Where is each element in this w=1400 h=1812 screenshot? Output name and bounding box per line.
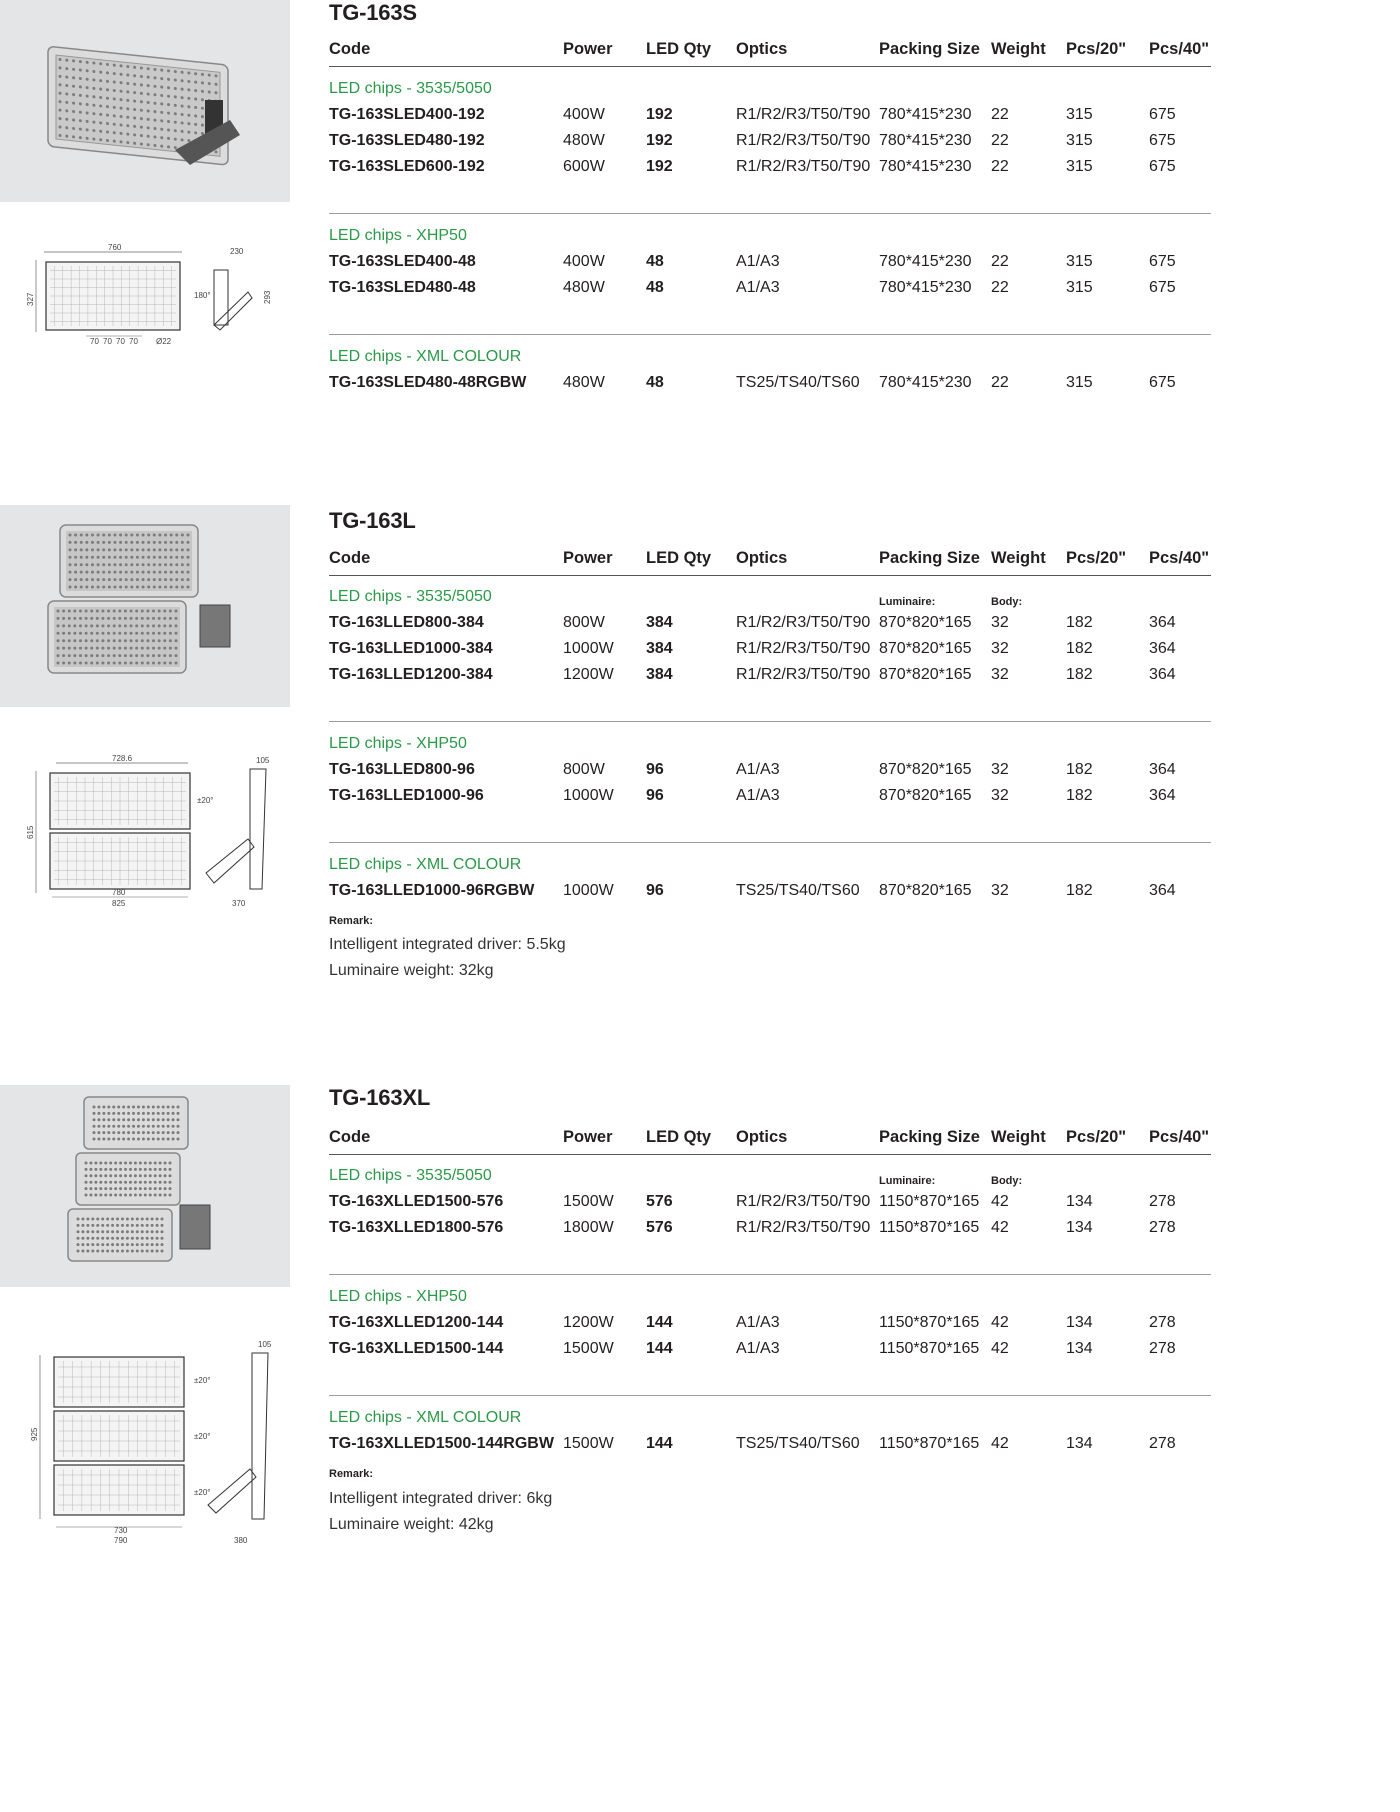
table-row [329,761,1211,787]
col-optics: Optics [736,40,788,58]
cell-power: 800W [563,614,605,631]
cell-weight: 32 [991,614,1009,631]
cell-weight: 22 [991,158,1009,175]
group [329,80,1211,192]
cell-code: TG-163LLED800-384 [329,614,484,631]
cell-power: 1500W [563,1193,614,1210]
col-power: Power [563,1128,613,1146]
cell-optics: TS25/TS40/TS60 [736,374,860,391]
cell-pcs20: 315 [1066,158,1093,175]
table-row [329,158,1211,184]
cell-weight: 42 [991,1435,1009,1452]
table-row [329,666,1211,692]
group [329,721,1211,822]
cell-pcs40: 364 [1149,882,1176,899]
cell-packing-size: 870*820*165 [879,761,972,778]
dim-height-s: 327 [26,292,35,306]
table-header [329,1128,1211,1155]
table-row [329,279,1211,305]
cell-pcs20: 134 [1066,1340,1093,1357]
cell-optics: TS25/TS40/TS60 [736,882,860,899]
cell-led-qty: 192 [646,106,673,123]
col-packing-size: Packing Size [879,549,980,567]
cell-pcs40: 675 [1149,106,1176,123]
cell-pcs20: 182 [1066,640,1093,657]
group [329,213,1211,314]
cell-weight: 22 [991,279,1009,296]
col-packing-size: Packing Size [879,1128,980,1146]
group [329,1167,1211,1253]
cell-optics: A1/A3 [736,787,780,804]
cell-pcs40: 278 [1149,1340,1176,1357]
remark-line: Intelligent integrated driver: 6kg [329,1490,553,1507]
group-label: LED chips - XHP50 [329,735,467,752]
cell-optics: R1/R2/R3/T50/T90 [736,666,871,683]
dim-spacing-s-1: 70 [103,337,112,346]
col-code: Code [329,549,371,567]
cell-weight: 42 [991,1219,1009,1236]
section-title: TG-163S [329,0,417,25]
remark-title: Remark: [329,915,374,927]
col-led-qty: LED Qty [646,1128,712,1146]
cell-weight: 22 [991,132,1009,149]
cell-packing-size: 1150*870*165 [879,1340,980,1357]
cell-code: TG-163LLED1000-384 [329,640,493,657]
table-row [329,1435,1211,1461]
table-header [329,549,1211,576]
dimension-drawing-tg-163s [0,240,290,350]
cell-led-qty: 144 [646,1435,673,1452]
dim-side-l: 370 [232,899,246,908]
dim-depth-s: 230 [230,247,244,256]
group-label: LED chips - XML COLOUR [329,348,522,365]
cell-optics: R1/R2/R3/T50/T90 [736,640,871,657]
col-pcs40: Pcs/40" [1149,549,1210,567]
luminaire-label: Luminaire: [879,596,936,608]
cell-pcs20: 182 [1066,761,1093,778]
cell-pcs40: 278 [1149,1435,1176,1452]
dim-side-xl: 380 [234,1536,248,1545]
cell-code: TG-163LLED800-96 [329,761,475,778]
col-pcs20: Pcs/20" [1066,1128,1127,1146]
cell-power: 1000W [563,640,614,657]
cell-pcs20: 134 [1066,1193,1093,1210]
table-row [329,882,1211,908]
cell-packing-size: 870*820*165 [879,614,972,631]
dim-bottom1-l: 780 [112,888,126,897]
dim-bottom2-xl: 790 [114,1536,128,1545]
cell-pcs20: 315 [1066,132,1093,149]
cell-packing-size: 870*820*165 [879,666,972,683]
section-tg-163l [0,505,1400,1005]
cell-pcs20: 182 [1066,882,1093,899]
cell-weight: 22 [991,374,1009,391]
table-row [329,1219,1211,1245]
cell-optics: R1/R2/R3/T50/T90 [736,106,871,123]
cell-pcs20: 182 [1066,614,1093,631]
cell-power: 400W [563,253,605,270]
dim-bottom2-l: 825 [112,899,126,908]
cell-weight: 22 [991,106,1009,123]
cell-pcs40: 364 [1149,761,1176,778]
cell-packing-size: 780*415*230 [879,279,972,296]
cell-code: TG-163SLED480-48 [329,279,476,296]
dim-depth-xl: 105 [258,1340,272,1349]
dim-width-s: 760 [108,243,122,252]
dimension-drawing-tg-163xl [0,1337,290,1552]
cell-optics: TS25/TS40/TS60 [736,1435,860,1452]
body-label: Body: [991,1175,1023,1187]
dim-rot-s: 180° [194,291,211,300]
section-tg-163s [0,0,1400,470]
col-pcs20: Pcs/20" [1066,549,1127,567]
remark-line: Luminaire weight: 32kg [329,962,494,979]
group-label: LED chips - XHP50 [329,227,467,244]
cell-power: 480W [563,132,605,149]
dim-width-l: 728.6 [112,755,133,763]
cell-packing-size: 1150*870*165 [879,1314,980,1331]
cell-pcs20: 315 [1066,106,1093,123]
col-weight: Weight [991,1128,1046,1146]
dim-rot-xl-2: ±20° [194,1488,211,1497]
cell-packing-size: 780*415*230 [879,253,972,270]
cell-packing-size: 780*415*230 [879,158,972,175]
cell-weight: 32 [991,640,1009,657]
cell-power: 1200W [563,666,614,683]
cell-code: TG-163SLED480-48RGBW [329,374,527,391]
cell-power: 1800W [563,1219,614,1236]
group [329,842,1211,903]
group-label: LED chips - XML COLOUR [329,1409,522,1426]
cell-optics: R1/R2/R3/T50/T90 [736,1193,871,1210]
dim-dia-s: Ø22 [156,337,172,346]
cell-code: TG-163SLED400-48 [329,253,476,270]
body-label: Body: [991,596,1023,608]
table-row [329,106,1211,132]
table-row [329,374,1211,400]
cell-pcs40: 364 [1149,640,1176,657]
table-row [329,614,1211,640]
dim-side-s: 293 [263,290,272,304]
cell-led-qty: 48 [646,374,664,391]
cell-code: TG-163LLED1000-96RGBW [329,882,535,899]
cell-optics: R1/R2/R3/T50/T90 [736,1219,871,1236]
dim-spacing-s-3: 70 [129,337,138,346]
cell-code: TG-163XLLED1500-576 [329,1193,504,1210]
cell-led-qty: 192 [646,158,673,175]
dim-spacing-s-0: 70 [90,337,99,346]
dim-bottom1-xl: 730 [114,1526,128,1535]
cell-led-qty: 48 [646,279,664,296]
col-led-qty: LED Qty [646,40,712,58]
table-row [329,640,1211,666]
cell-optics: R1/R2/R3/T50/T90 [736,614,871,631]
cell-optics: A1/A3 [736,1314,780,1331]
dim-rot-xl-1: ±20° [194,1432,211,1441]
cell-optics: A1/A3 [736,1340,780,1357]
cell-weight: 42 [991,1340,1009,1357]
cell-pcs20: 134 [1066,1435,1093,1452]
group [329,334,1211,405]
cell-packing-size: 870*820*165 [879,787,972,804]
cell-power: 400W [563,106,605,123]
cell-weight: 32 [991,882,1009,899]
col-weight: Weight [991,40,1046,58]
dim-spacing-s-2: 70 [116,337,125,346]
cell-led-qty: 384 [646,640,673,657]
cell-optics: R1/R2/R3/T50/T90 [736,158,871,175]
group [329,1274,1211,1375]
dim-height-xl: 925 [30,1427,39,1441]
remark-title: Remark: [329,1468,374,1480]
cell-code: TG-163XLLED1500-144 [329,1340,504,1357]
cell-power: 1500W [563,1435,614,1452]
cell-pcs40: 675 [1149,132,1176,149]
cell-pcs40: 364 [1149,614,1176,631]
cell-power: 480W [563,279,605,296]
cell-optics: A1/A3 [736,253,780,270]
table-row [329,132,1211,158]
col-code: Code [329,1128,371,1146]
cell-pcs40: 675 [1149,374,1176,391]
cell-power: 1200W [563,1314,614,1331]
luminaire-label: Luminaire: [879,1175,936,1187]
cell-packing-size: 870*820*165 [879,640,972,657]
cell-led-qty: 144 [646,1340,673,1357]
cell-pcs20: 182 [1066,787,1093,804]
dim-depth-l: 105 [256,756,270,765]
cell-pcs40: 364 [1149,787,1176,804]
col-pcs40: Pcs/40" [1149,40,1210,58]
cell-code: TG-163XLLED1800-576 [329,1219,504,1236]
cell-pcs20: 315 [1066,253,1093,270]
section-tg-163xl [0,1085,1400,1555]
cell-code: TG-163SLED600-192 [329,158,485,175]
section-title: TG-163XL [329,1085,431,1110]
col-power: Power [563,40,613,58]
col-led-qty: LED Qty [646,549,712,567]
cell-pcs20: 134 [1066,1219,1093,1236]
cell-led-qty: 384 [646,614,673,631]
cell-led-qty: 96 [646,882,664,899]
col-optics: Optics [736,549,788,567]
col-pcs20: Pcs/20" [1066,40,1127,58]
cell-led-qty: 384 [646,666,673,683]
cell-pcs40: 675 [1149,279,1176,296]
cell-power: 1500W [563,1340,614,1357]
table-row [329,1340,1211,1366]
cell-pcs20: 315 [1066,279,1093,296]
cell-packing-size: 780*415*230 [879,374,972,391]
remark-line: Luminaire weight: 42kg [329,1516,494,1533]
table-row [329,787,1211,813]
cell-packing-size: 1150*870*165 [879,1219,980,1236]
col-code: Code [329,40,371,58]
col-optics: Optics [736,1128,788,1146]
cell-weight: 42 [991,1314,1009,1331]
remark-line: Intelligent integrated driver: 5.5kg [329,936,566,953]
col-pcs40: Pcs/40" [1149,1128,1210,1146]
cell-optics: A1/A3 [736,761,780,778]
cell-code: TG-163LLED1200-384 [329,666,493,683]
cell-pcs40: 364 [1149,666,1176,683]
cell-power: 1000W [563,882,614,899]
group [329,588,1211,700]
cell-power: 800W [563,761,605,778]
cell-code: TG-163SLED480-192 [329,132,485,149]
cell-pcs20: 182 [1066,666,1093,683]
cell-led-qty: 576 [646,1219,673,1236]
cell-led-qty: 192 [646,132,673,149]
cell-led-qty: 144 [646,1314,673,1331]
cell-packing-size: 780*415*230 [879,132,972,149]
table-row [329,1193,1211,1219]
cell-weight: 42 [991,1193,1009,1210]
cell-pcs40: 278 [1149,1314,1176,1331]
cell-power: 480W [563,374,605,391]
cell-code: TG-163XLLED1200-144 [329,1314,504,1331]
group-label: LED chips - 3535/5050 [329,80,492,97]
dimension-drawing-tg-163l [0,755,290,915]
cell-led-qty: 48 [646,253,664,270]
group [329,1395,1211,1456]
col-packing-size: Packing Size [879,40,980,58]
table-header [329,40,1211,67]
group-label: LED chips - XML COLOUR [329,856,522,873]
cell-optics: R1/R2/R3/T50/T90 [736,132,871,149]
col-power: Power [563,549,613,567]
cell-pcs40: 675 [1149,253,1176,270]
cell-weight: 32 [991,787,1009,804]
cell-pcs40: 278 [1149,1193,1176,1210]
cell-code: TG-163XLLED1500-144RGBW [329,1435,554,1452]
cell-pcs20: 134 [1066,1314,1093,1331]
cell-pcs20: 315 [1066,374,1093,391]
cell-code: TG-163SLED400-192 [329,106,485,123]
group-label: LED chips - XHP50 [329,1288,467,1305]
table-row [329,253,1211,279]
cell-packing-size: 870*820*165 [879,882,972,899]
table-row [329,1314,1211,1340]
cell-led-qty: 96 [646,761,664,778]
dim-rot-xl-0: ±20° [194,1376,211,1385]
group-label: LED chips - 3535/5050 [329,1167,492,1184]
cell-power: 600W [563,158,605,175]
product-photo-tg-163xl [0,1085,290,1287]
cell-weight: 32 [991,761,1009,778]
product-photo-tg-163l [0,505,290,707]
cell-pcs40: 278 [1149,1219,1176,1236]
cell-packing-size: 780*415*230 [879,106,972,123]
section-title: TG-163L [329,508,416,533]
cell-weight: 32 [991,666,1009,683]
dim-rot-l: ±20° [197,796,214,805]
cell-weight: 22 [991,253,1009,270]
cell-packing-size: 1150*870*165 [879,1435,980,1452]
col-weight: Weight [991,549,1046,567]
product-photo-tg-163s [0,0,290,202]
group-label: LED chips - 3535/5050 [329,588,492,605]
cell-led-qty: 96 [646,787,664,804]
cell-power: 1000W [563,787,614,804]
cell-optics: A1/A3 [736,279,780,296]
cell-packing-size: 1150*870*165 [879,1193,980,1210]
cell-led-qty: 576 [646,1193,673,1210]
cell-pcs40: 675 [1149,158,1176,175]
dim-height-l: 615 [26,825,35,839]
cell-code: TG-163LLED1000-96 [329,787,484,804]
